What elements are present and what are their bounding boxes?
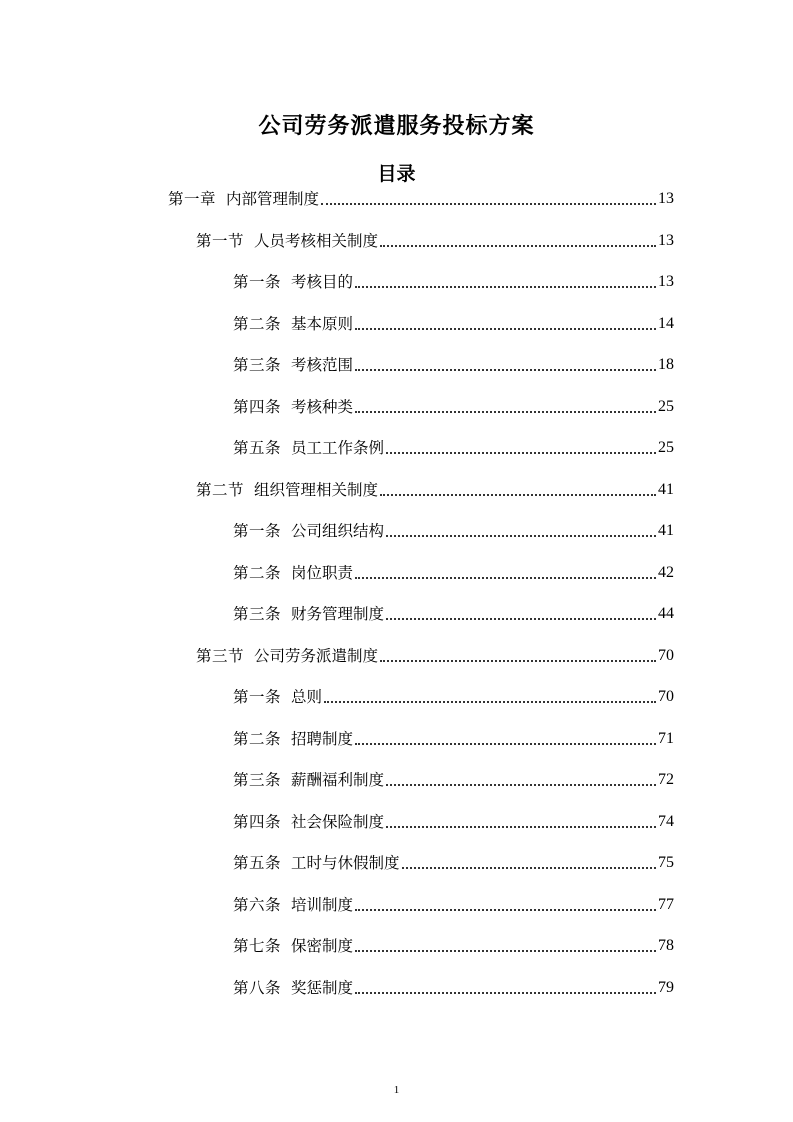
toc-leader-dots — [386, 618, 656, 620]
toc-entry-title: 考核目的 — [291, 273, 354, 291]
toc-entry-article[interactable] — [233, 518, 674, 542]
toc-leader-dots — [386, 784, 656, 786]
document-title: 公司劳务派遣服务投标方案 — [258, 113, 535, 139]
toc-entry-number: 第四条 — [233, 397, 282, 416]
toc-entry-page: 75 — [658, 854, 674, 871]
toc-leader-dots — [321, 203, 656, 205]
toc-entry-page: 18 — [658, 356, 674, 373]
toc-entry-number: 第二条 — [233, 729, 282, 748]
toc-entry-title: 考核种类 — [291, 397, 354, 416]
toc-entry-number: 第七条 — [233, 937, 282, 955]
toc-entry-article[interactable] — [233, 726, 674, 750]
toc-leader-dots — [324, 701, 656, 703]
toc-leader-dots — [355, 328, 656, 330]
toc-entry-number: 第三条 — [233, 356, 282, 374]
toc-leader-dots — [386, 452, 656, 454]
toc-entry-article[interactable] — [233, 269, 674, 293]
toc-entry-article[interactable] — [233, 311, 674, 335]
toc-entry-article[interactable] — [233, 352, 674, 376]
toc-entry-page: 13 — [658, 273, 674, 290]
toc-entry-title: 招聘制度 — [291, 729, 354, 748]
toc-entry-article[interactable] — [233, 435, 674, 459]
toc-leader-dots — [386, 535, 656, 537]
toc-entry-page: 42 — [658, 563, 674, 581]
toc-entry-title: 员工工作条例 — [291, 439, 385, 457]
toc-entry-title: 薪酬福利制度 — [291, 771, 385, 789]
toc-entry-number: 第二条 — [233, 563, 282, 582]
toc-entry-page: 78 — [658, 937, 674, 954]
toc-entry-title: 内部管理制度 — [226, 190, 320, 208]
toc-entry-page: 25 — [658, 439, 674, 456]
toc-entry-article[interactable] — [233, 975, 674, 999]
toc-entry-page: 70 — [658, 646, 674, 664]
toc-entry-number: 第一条 — [233, 522, 282, 540]
toc-entry-title: 总则 — [291, 688, 323, 706]
toc-entry-page: 14 — [658, 314, 674, 332]
toc-entry-number: 第三条 — [233, 605, 282, 623]
toc-entry-page: 74 — [658, 812, 674, 830]
toc-entry-number: 第一条 — [233, 688, 282, 706]
toc-entry-article[interactable] — [233, 892, 674, 916]
toc-entry-title: 财务管理制度 — [291, 605, 385, 623]
toc-entry-title: 培训制度 — [291, 895, 354, 914]
toc-entry-title: 组织管理相关制度 — [254, 480, 379, 499]
toc-entry-number: 第五条 — [233, 854, 282, 872]
toc-entry-section-1[interactable] — [196, 228, 674, 252]
toc-entry-number: 第三节 — [196, 646, 245, 665]
toc-leader-dots — [380, 494, 656, 496]
toc-leader-dots — [355, 577, 656, 579]
toc-entry-article[interactable] — [233, 394, 674, 418]
page-number: 1 — [393, 1084, 400, 1096]
toc-entry-number: 第三条 — [233, 771, 282, 789]
toc-entry-number: 第五条 — [233, 439, 282, 457]
toc-entry-page: 71 — [658, 729, 674, 747]
toc-entry-title: 人员考核相关制度 — [254, 231, 379, 250]
toc-entry-title: 奖惩制度 — [291, 978, 354, 997]
toc-entry-page: 13 — [658, 190, 674, 207]
toc-entry-title: 保密制度 — [291, 937, 354, 955]
toc-entry-number: 第一节 — [196, 231, 245, 250]
toc-entry-page: 13 — [658, 231, 674, 249]
toc-leader-dots — [355, 369, 656, 371]
toc-entry-number: 第一条 — [233, 273, 282, 291]
toc-leader-dots — [355, 992, 656, 994]
toc-entry-article[interactable] — [233, 601, 674, 625]
toc-entry-number: 第一章 — [168, 190, 217, 208]
toc-leader-dots — [402, 867, 656, 869]
toc-entry-section-3[interactable] — [196, 643, 674, 667]
toc-entry-number: 第八条 — [233, 978, 282, 997]
toc-entry-article[interactable] — [233, 767, 674, 791]
toc-entry-page: 72 — [658, 771, 674, 788]
toc-entry-page: 70 — [658, 688, 674, 705]
toc-entry-article[interactable] — [233, 850, 674, 874]
toc-entry-page: 25 — [658, 397, 674, 415]
toc-entry-number: 第四条 — [233, 812, 282, 831]
toc-entry-number: 第二条 — [233, 314, 282, 333]
toc-entry-page: 77 — [658, 895, 674, 913]
toc-entry-article[interactable] — [233, 560, 674, 584]
toc-heading: 目录 — [377, 162, 416, 185]
toc-entry-page: 41 — [658, 522, 674, 539]
toc-entry-page: 44 — [658, 605, 674, 622]
toc-entry-page: 41 — [658, 480, 674, 498]
toc-entry-chapter-1[interactable] — [168, 186, 674, 210]
toc-entry-title: 工时与休假制度 — [291, 854, 400, 872]
toc-entry-page: 79 — [658, 978, 674, 996]
toc-leader-dots — [380, 660, 656, 662]
toc-entry-title: 公司组织结构 — [291, 522, 385, 540]
toc-leader-dots — [380, 245, 656, 247]
toc-entry-title: 岗位职责 — [291, 563, 354, 582]
toc-entry-title: 考核范围 — [291, 356, 354, 374]
toc-entry-title: 公司劳务派遣制度 — [254, 646, 379, 665]
toc-entry-title: 社会保险制度 — [291, 812, 385, 831]
toc-leader-dots — [355, 909, 656, 911]
toc-entry-section-2[interactable] — [196, 477, 674, 501]
toc-leader-dots — [355, 411, 656, 413]
toc-entry-article[interactable] — [233, 684, 674, 708]
toc-leader-dots — [355, 743, 656, 745]
toc-entry-number: 第二节 — [196, 480, 245, 499]
toc-leader-dots — [355, 950, 656, 952]
toc-entry-title: 基本原则 — [291, 314, 354, 333]
toc-leader-dots — [386, 826, 656, 828]
toc-entry-article[interactable] — [233, 933, 674, 957]
toc-leader-dots — [355, 286, 656, 288]
toc-entry-number: 第六条 — [233, 895, 282, 914]
toc-entry-article[interactable] — [233, 809, 674, 833]
